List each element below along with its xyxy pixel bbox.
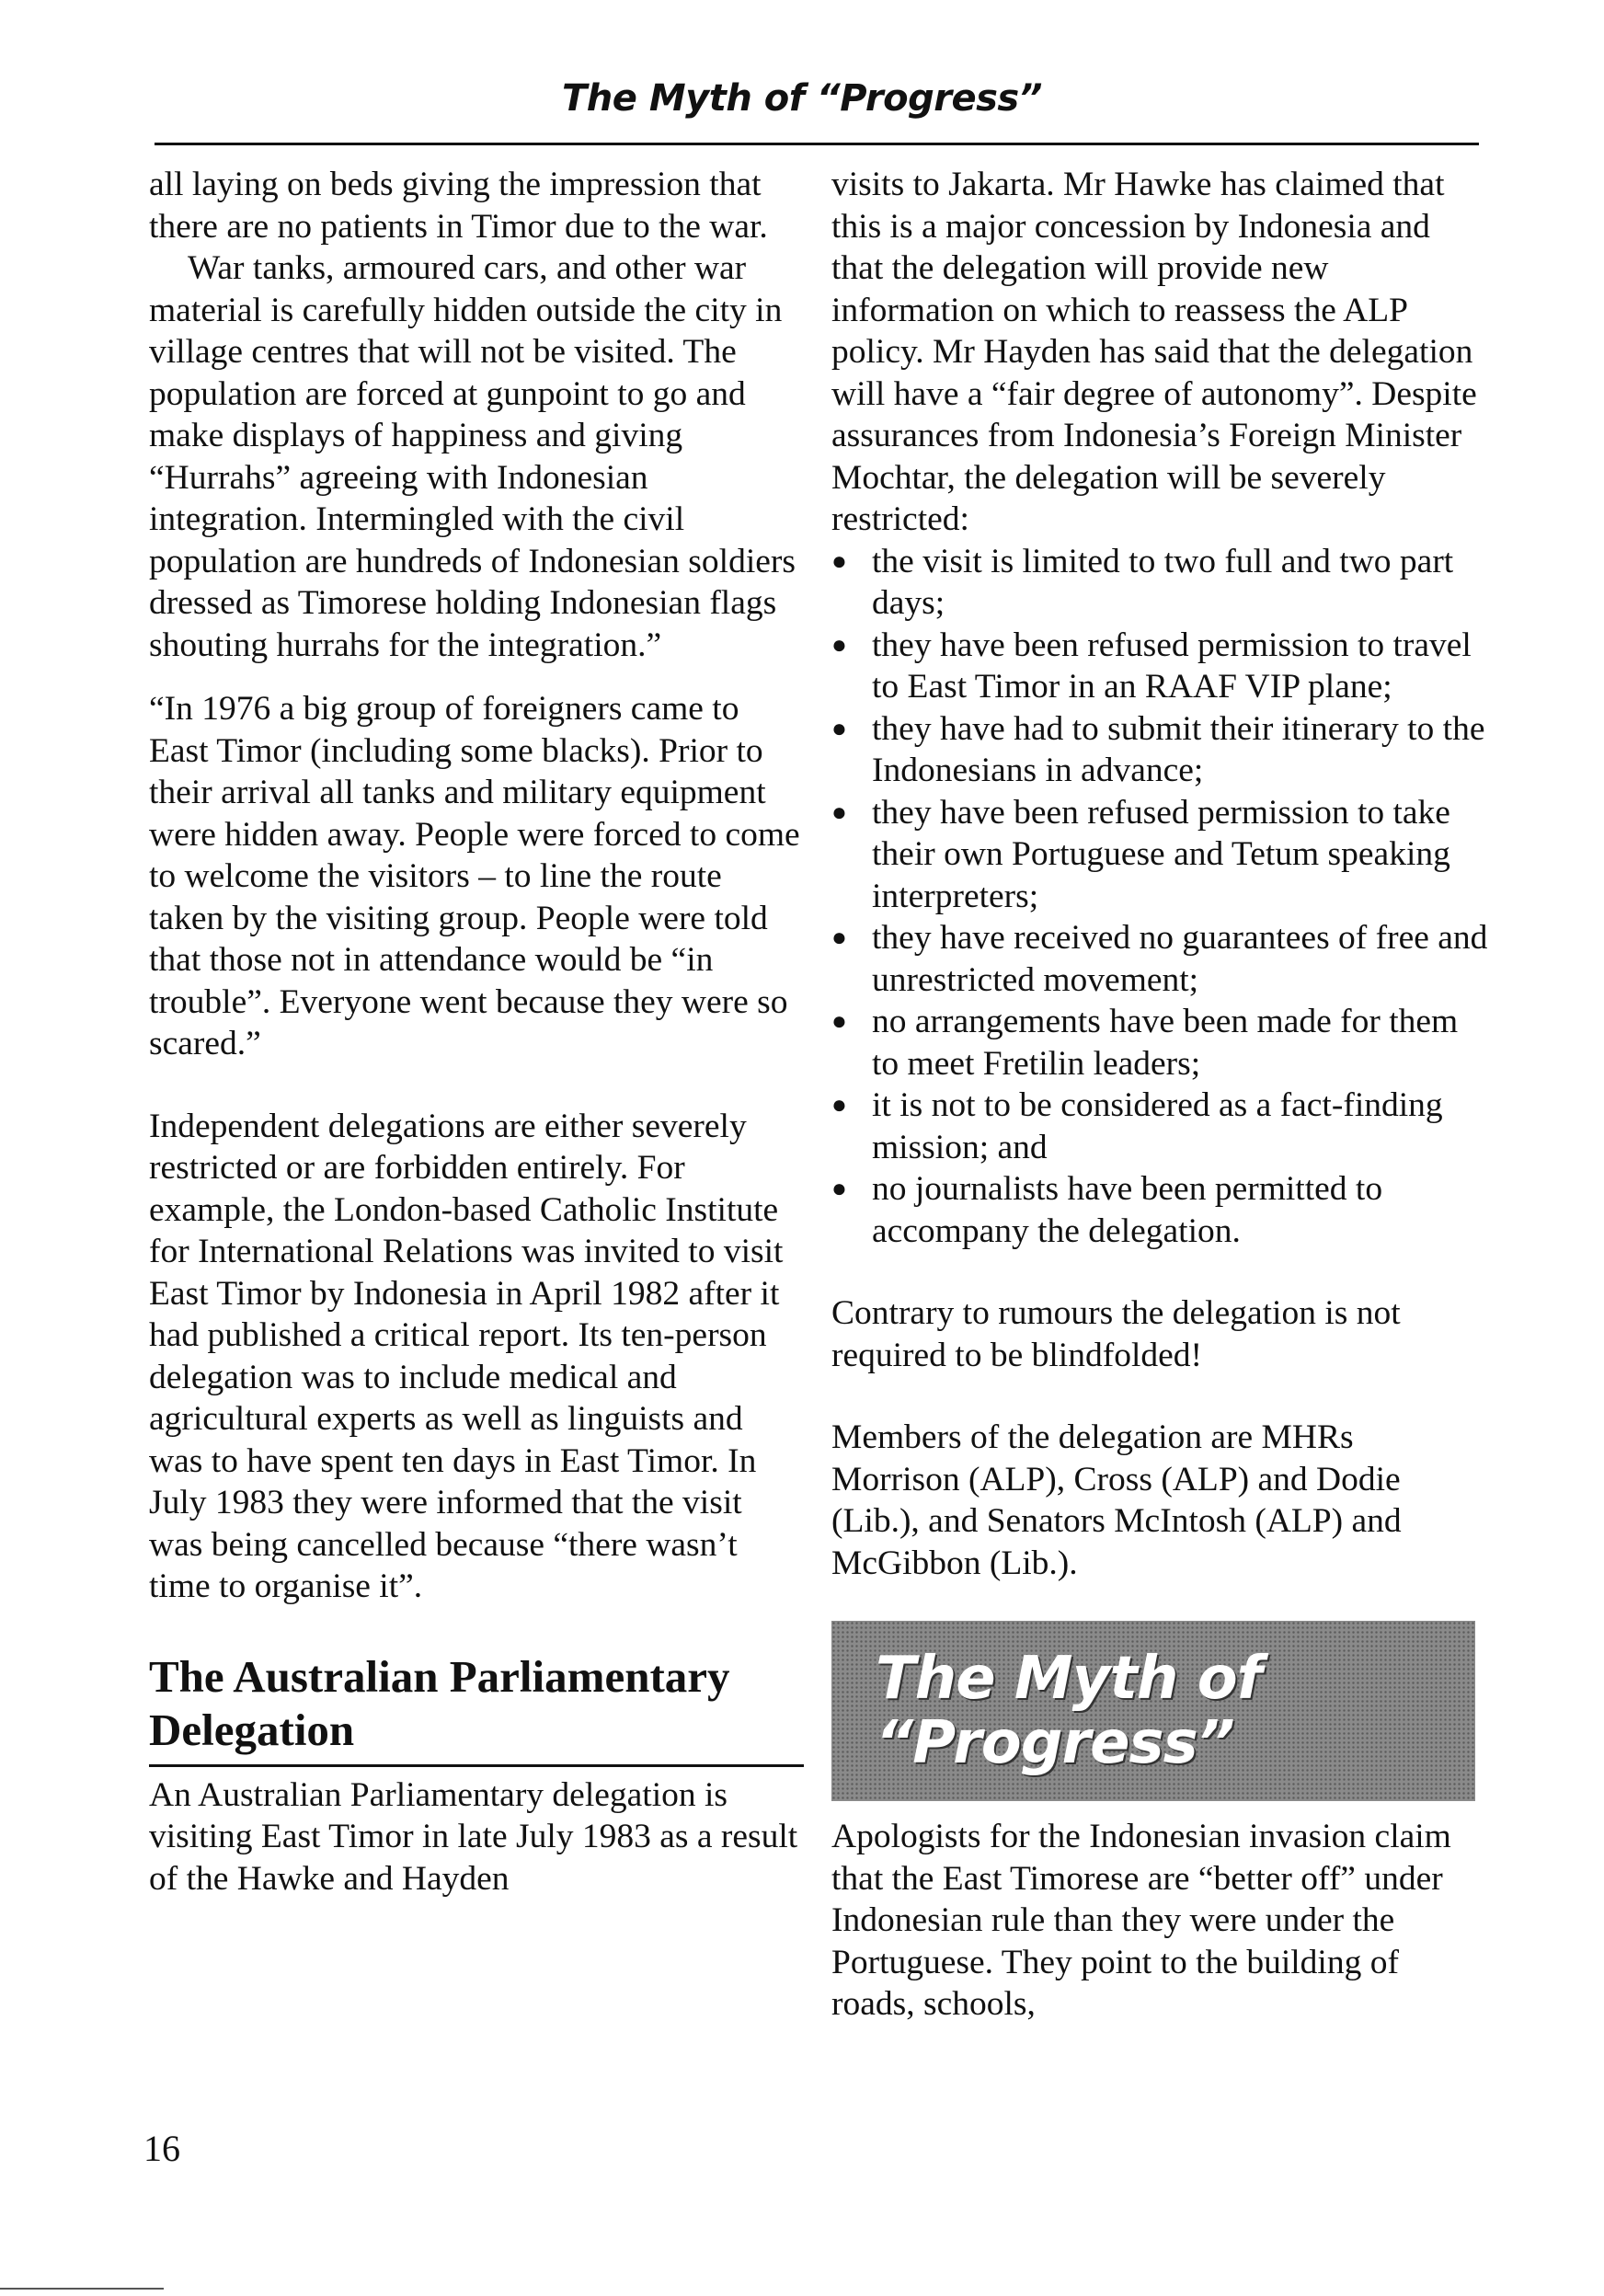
paragraph-1976-visit: “In 1976 a big group of foreigners came to East Timor (including some blacks). Prior to their arrival all tanks and military equipment were hidden away. People were forced to come to welcome the visitors – to line the route taken by the visiting group. People were told that those not in attendance would be “in trouble”. Everyone went because they were so scared.” [149, 690, 800, 1062]
bullet-icon: ● [831, 630, 847, 660]
bottom-edge-rule [0, 2288, 164, 2290]
bullet-icon: ● [831, 1007, 847, 1036]
paragraph-independent-delegations: Independent delegations are either severely restricted or are forbidden entirely. For example, the London-based Catholic Institute for International Relations was invited to visit East Timor by Indonesia in April 1982 after it had published a critical report. Its ten-person delegation was to include medical and agricultural experts as well as linguists and was to have spent ten days in East Timor. In July 1983 they were informed that the visit was being cancelled because “there wasn’t time to organise it”. [149, 1107, 784, 1605]
bullet-icon: ● [831, 1091, 847, 1119]
list-item-text: they have been refused permission to take their own Portuguese and Tetum speaking interpreters; [872, 793, 1450, 915]
paragraph-delegation-intro: An Australian Parliamentary delegation is visiting East Timor in late July 1983 as a result of the Hawke and Hayden [149, 1775, 798, 1898]
bullet-icon: ● [831, 714, 847, 743]
banner-line-1: The Myth of [876, 1645, 1262, 1713]
list-item-text: they have been refused permission to travel to East Timor in an RAAF VIP plane; [872, 626, 1472, 706]
list-item-text: they have received no guarantees of free and unrestricted movement; [872, 919, 1488, 999]
paragraph-apologists: Apologists for the Indonesian invasion claim that the East Timorese are “better off” under Indonesian rule than they were under the Portuguese. They point to the building of roads, schools, [831, 1818, 1451, 2023]
banner-title [876, 1647, 1262, 1775]
bullet-icon: ● [831, 924, 847, 952]
paragraph-members: Members of the delegation are MHRs Morrison (ALP), Cross (ALP) and Dodie (Lib.), and Senators McIntosh (ALP) and McGibbon (Lib.). [831, 1418, 1402, 1582]
banner-line-2: “Progress” [876, 1709, 1234, 1777]
bullet-icon: ● [831, 546, 847, 576]
paragraph-hospital: all laying on beds giving the impression that there are no patients in Timor due to the war. [149, 166, 768, 246]
paragraph-war-material: War tanks, armoured cars, and other war material is carefully hidden outside the city in village centres that will not be visited. The population are forced at gunpoint to go and make displays of happiness and giving “Hurrahs” agreeing with Indonesian integration. Intermingled with the civil population are hundreds of Indonesian soldiers dressed as Timorese holding Indonesian flags shouting hurrahs for the integration.” [149, 249, 796, 664]
list-item-text: no journalists have been permitted to accompany the delegation. [872, 1170, 1383, 1250]
page-number: 16 [143, 2128, 180, 2169]
section-banner [831, 1621, 1475, 1801]
list-item-text: they have had to submit their itinerary to the Indonesians in advance; [872, 709, 1485, 789]
left-column [149, 164, 804, 1900]
list-item [831, 917, 1490, 1001]
list-item [831, 625, 1490, 708]
list-item [831, 708, 1490, 792]
paragraph-jakarta-visits: visits to Jakarta. Mr Hawke has claimed that this is a major concession by Indonesia and that the delegation will provide new information on which to reassess the ALP policy. Mr Hayden has said that the delegation will have a “fair degree of autonomy”. Despite assurances from Indonesia’s Foreign Minister Mochtar, the delegation will be severely restricted: [831, 166, 1477, 538]
list-item [831, 541, 1490, 625]
list-item-text: it is not to be considered as a fact-finding mission; and [872, 1086, 1443, 1166]
paragraph-blindfolded: Contrary to rumours the delegation is not required to be blindfolded! [831, 1294, 1401, 1374]
list-item [831, 1168, 1490, 1252]
section-heading: The Australian Parliamentary Delegation [149, 1650, 804, 1767]
list-item [831, 1001, 1490, 1085]
right-column [831, 164, 1490, 2026]
list-item-text: no arrangements have been made for them to meet Fretilin leaders; [872, 1003, 1459, 1083]
list-item [831, 792, 1490, 918]
running-head: The Myth of “Progress” [562, 77, 1042, 120]
list-item [831, 1085, 1490, 1168]
bullet-icon: ● [831, 798, 847, 827]
header-rule [155, 143, 1479, 145]
restrictions-list [831, 541, 1490, 1253]
bullet-icon: ● [831, 1175, 847, 1203]
list-item-text: the visit is limited to two full and two part days; [872, 542, 1454, 622]
